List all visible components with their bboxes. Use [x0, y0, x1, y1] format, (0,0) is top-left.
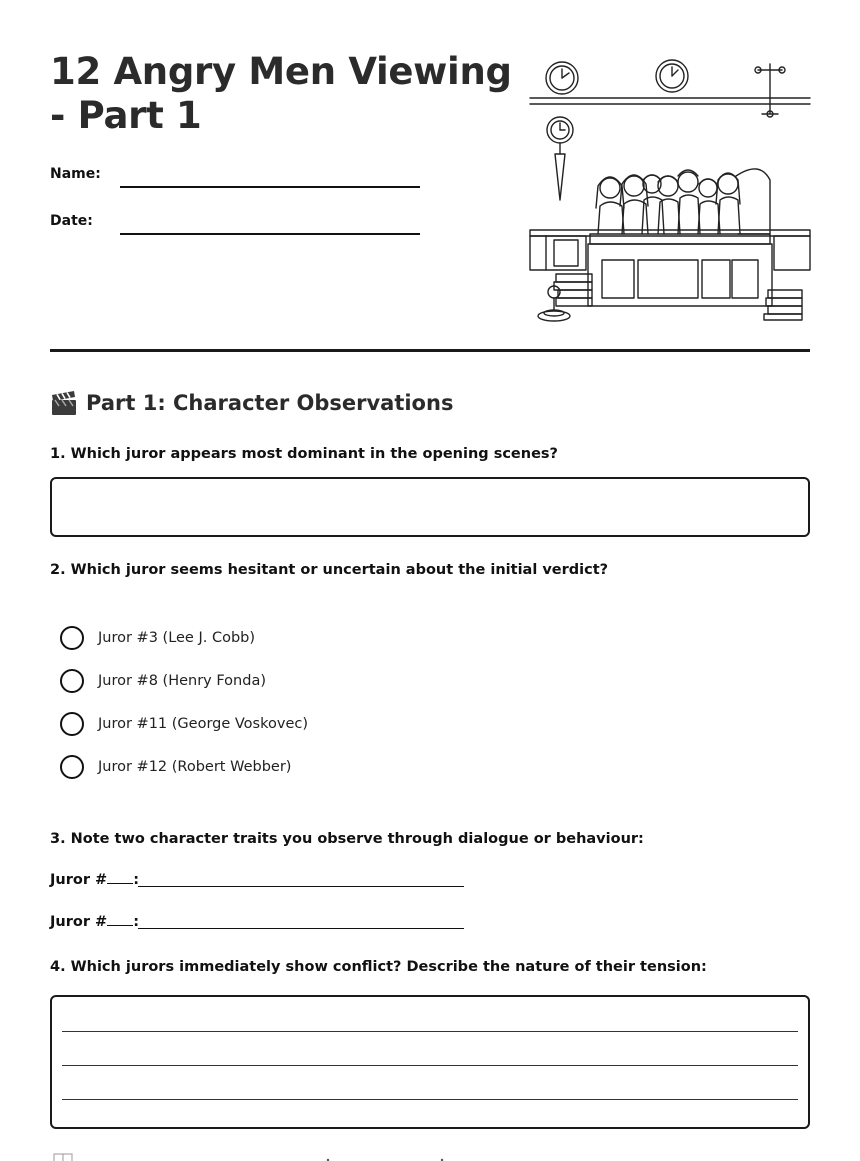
name-label: Name:	[50, 166, 101, 182]
date-label: Date:	[50, 213, 93, 229]
juror-number-label: Juror #	[50, 872, 108, 888]
section-title: Part 1: Character Observations	[86, 391, 454, 415]
clapperboard-icon	[50, 390, 78, 416]
question-1-answer-box[interactable]	[50, 477, 810, 537]
writing-line	[62, 1031, 798, 1032]
trait-blank[interactable]	[138, 886, 464, 887]
option-label: Juror #11 (George Voskovec)	[98, 716, 308, 732]
question-3: 3. Note two character traits you observe through dialogue or behaviour:	[50, 831, 644, 847]
wall-clock-icon	[546, 62, 578, 94]
writing-line	[62, 1065, 798, 1066]
trait-row-1	[50, 872, 139, 888]
coat-hook-icon	[755, 64, 785, 117]
juror-number-label: Juror #	[50, 914, 108, 930]
juror-number-blank[interactable]	[107, 925, 133, 926]
wall-clock-icon	[656, 60, 688, 92]
question-4-answer-box[interactable]	[50, 995, 810, 1129]
microphone-icon	[538, 286, 570, 321]
trait-row-2	[50, 914, 139, 930]
question-2: 2. Which juror seems hesitant or uncertain about the initial verdict?	[50, 562, 609, 578]
next-section-fragment	[50, 1152, 810, 1161]
trait-separator: :	[133, 872, 139, 888]
option-juror-8[interactable]	[60, 669, 266, 693]
trait-blank[interactable]	[138, 928, 464, 929]
option-juror-11[interactable]	[60, 712, 308, 736]
worksheet-title: 12 Angry Men Viewing - Part 1	[50, 50, 512, 137]
name-field[interactable]	[120, 186, 420, 188]
option-label: Juror #8 (Henry Fonda)	[98, 673, 266, 689]
radio-button[interactable]	[60, 669, 84, 693]
radio-button[interactable]	[60, 755, 84, 779]
question-1: 1. Which juror appears most dominant in the opening scenes?	[50, 446, 558, 462]
option-juror-12[interactable]	[60, 755, 291, 779]
juror-number-blank[interactable]	[107, 883, 133, 884]
radio-button[interactable]	[60, 712, 84, 736]
header-divider	[50, 349, 810, 352]
option-juror-3[interactable]	[60, 626, 255, 650]
date-field[interactable]	[120, 233, 420, 235]
question-4: 4. Which jurors immediately show conflict? Describe the nature of their tension:	[50, 959, 707, 975]
book-stack-icon	[764, 290, 802, 320]
trait-separator: :	[133, 914, 139, 930]
section-heading	[50, 390, 453, 416]
option-label: Juror #12 (Robert Webber)	[98, 759, 292, 775]
radio-button[interactable]	[60, 626, 84, 650]
jury-courtroom-illustration	[528, 58, 812, 328]
jurors-group-icon	[596, 170, 740, 234]
writing-line	[62, 1099, 798, 1100]
pendulum-clock-icon	[547, 117, 573, 200]
option-label: Juror #3 (Lee J. Cobb)	[98, 630, 256, 646]
